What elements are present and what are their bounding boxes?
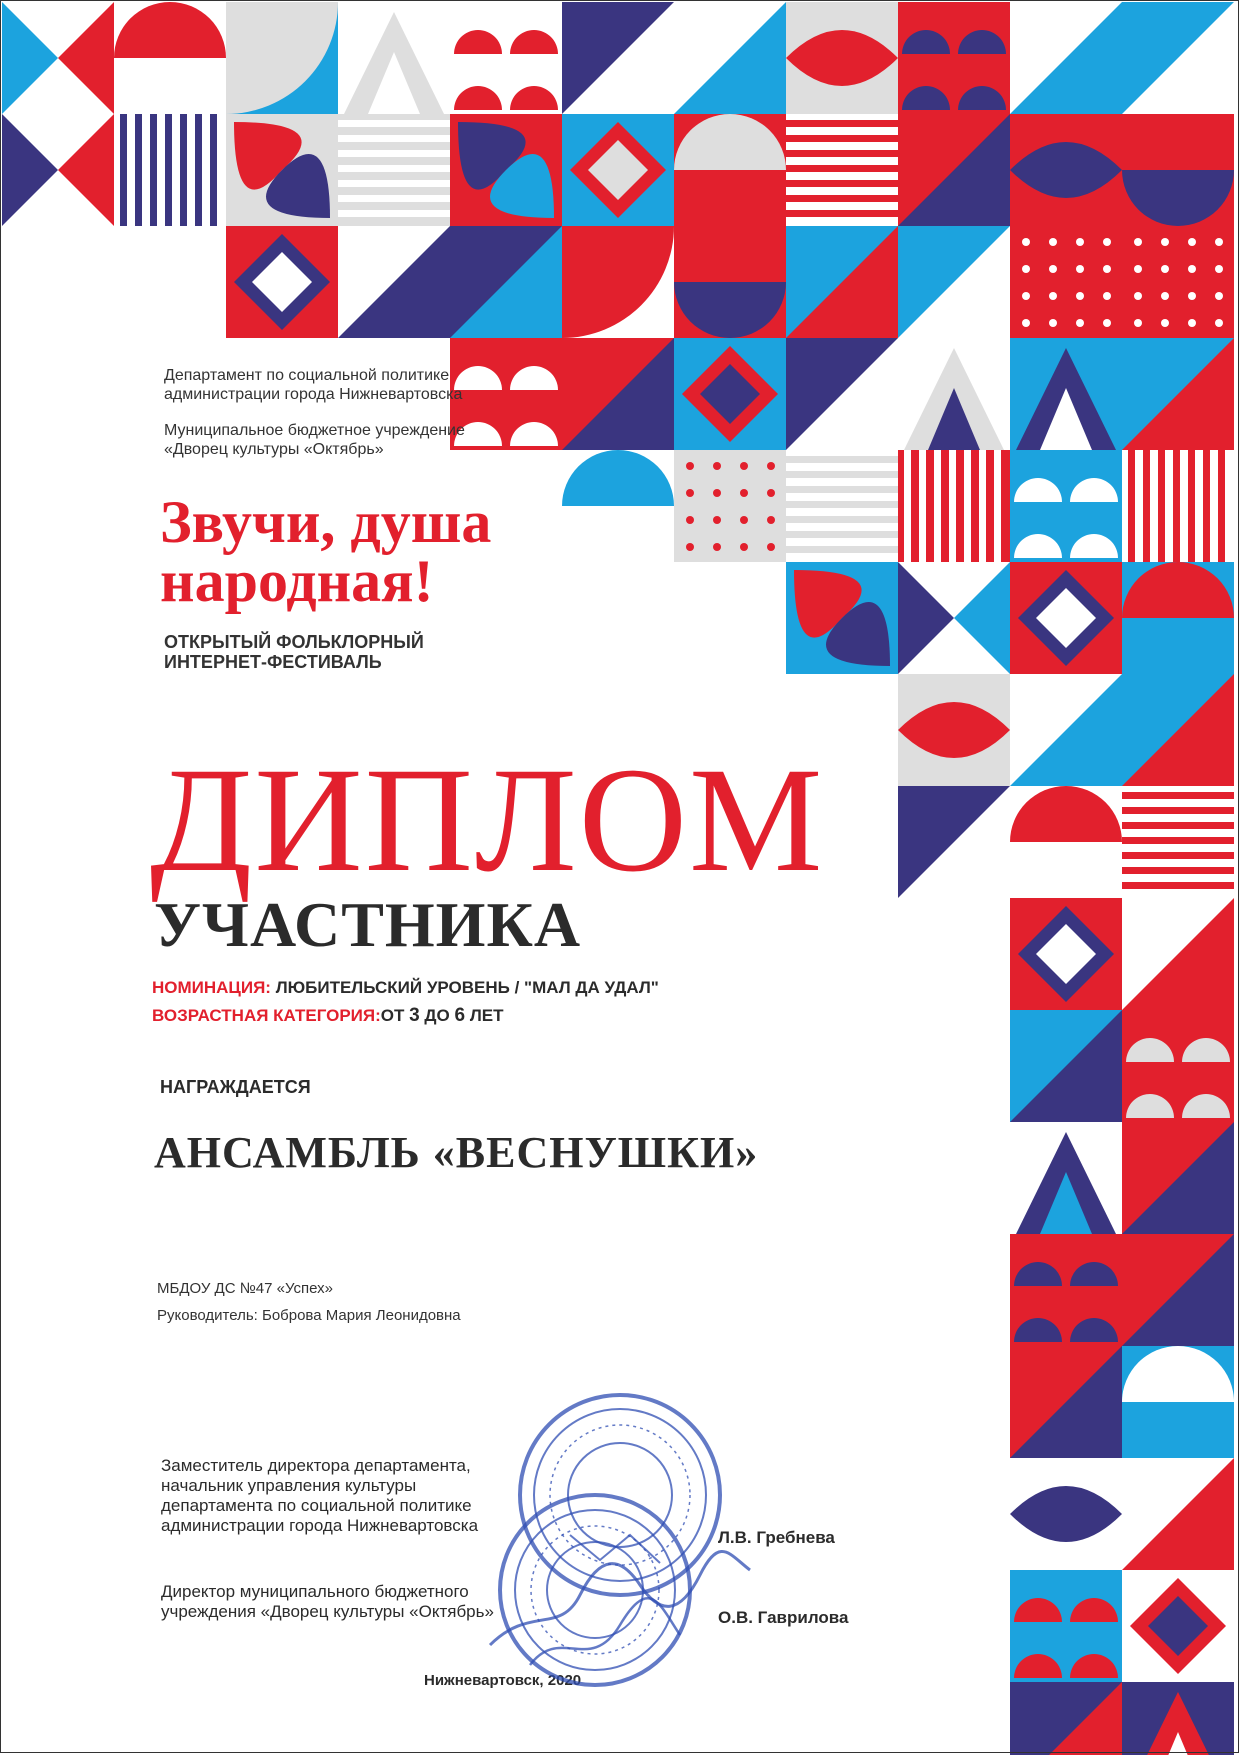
- pattern-tile: [1122, 898, 1234, 1010]
- pattern-tile: [786, 2, 898, 114]
- pattern-tile: [562, 114, 674, 226]
- pattern-tile: [1010, 114, 1122, 226]
- signatory-1-line-3: департамента по социальной политике: [161, 1496, 472, 1515]
- pattern-tile: [2, 114, 114, 226]
- pattern-tile: [898, 786, 1010, 898]
- pattern-tile: [1010, 2, 1122, 114]
- age-category-label: ВОЗРАСТНАЯ КАТЕГОРИЯ:: [152, 1006, 381, 1025]
- pattern-tile: [226, 114, 338, 226]
- pattern-tile: [1122, 2, 1234, 114]
- institution-line-2: «Дворец культуры «Октябрь»: [164, 441, 384, 458]
- pattern-tile: [1122, 1010, 1234, 1122]
- pattern-tile: [1010, 1122, 1122, 1234]
- pattern-tile: [1122, 450, 1234, 562]
- pattern-tile: [1122, 1570, 1234, 1682]
- signatory-2-line-1: Директор муниципального бюджетного: [161, 1582, 469, 1601]
- pattern-tile: [226, 2, 338, 114]
- pattern-tile: [898, 450, 1010, 562]
- pattern-tile: [450, 338, 562, 450]
- pattern-tile: [226, 226, 338, 338]
- pattern-tile: [898, 562, 1010, 674]
- signatory-1-line-2: начальник управления культуры: [161, 1476, 417, 1495]
- city-year: Нижневартовск, 2020: [424, 1672, 582, 1689]
- signatory-2-line-2: учреждения «Дворец культуры «Октябрь»: [161, 1602, 494, 1621]
- age-category-row: [152, 1005, 503, 1027]
- diploma-subtitle: УЧАСТНИКА: [154, 889, 582, 960]
- pattern-tile: [674, 338, 786, 450]
- age-to-word: ДО: [424, 1006, 450, 1025]
- pattern-tile: [1010, 1570, 1122, 1682]
- pattern-tile: [674, 114, 786, 226]
- pattern-tile: [1010, 1682, 1122, 1755]
- pattern-tile: [786, 114, 898, 226]
- pattern-tile: [1010, 674, 1122, 786]
- organization-name: МБДОУ ДС №47 «Успех»: [157, 1280, 333, 1297]
- signatory-2-name: О.В. Гаврилова: [718, 1608, 849, 1627]
- pattern-tile: [1010, 450, 1122, 562]
- pattern-tile: [1010, 786, 1122, 898]
- pattern-tile: [1010, 1458, 1122, 1570]
- festival-title: [160, 489, 720, 614]
- pattern-tile: [898, 338, 1010, 450]
- pattern-tile: [114, 2, 226, 114]
- pattern-tile: [114, 114, 226, 226]
- institution-name: [164, 421, 465, 459]
- pattern-tile: [338, 2, 450, 114]
- pattern-tile: [786, 562, 898, 674]
- pattern-tile: [1010, 1346, 1122, 1458]
- pattern-tile: [1010, 226, 1122, 338]
- pattern-tile: [898, 2, 1010, 114]
- pattern-tile: [450, 2, 562, 114]
- pattern-tile: [1010, 1010, 1122, 1122]
- pattern-tile: [1122, 1122, 1234, 1234]
- nomination-value: ЛЮБИТЕЛЬСКИЙ УРОВЕНЬ / "МАЛ ДА УДАЛ": [275, 978, 659, 997]
- pattern-tile: [562, 2, 674, 114]
- pattern-tile: [674, 2, 786, 114]
- signatory-2-position: [161, 1582, 581, 1622]
- pattern-tile: [1122, 786, 1234, 898]
- pattern-tile: [1122, 1234, 1234, 1346]
- nomination-row: [152, 977, 659, 999]
- pattern-tile: [1010, 338, 1122, 450]
- pattern-tile: [1122, 338, 1234, 450]
- pattern-tile: [1010, 1234, 1122, 1346]
- institution-line-1: Муниципальное бюджетное учреждение: [164, 422, 465, 439]
- signatory-1-line-4: администрации города Нижневартовска: [161, 1516, 479, 1535]
- pattern-tile: [562, 226, 674, 338]
- age-max: 6: [454, 1005, 466, 1026]
- awardee-name: АНСАМБЛЬ «ВЕСНУШКИ»: [154, 1128, 759, 1177]
- pattern-tile: [786, 338, 898, 450]
- pattern-tile: [562, 338, 674, 450]
- age-unit: ЛЕТ: [469, 1006, 504, 1025]
- nomination-label: НОМИНАЦИЯ:: [152, 978, 271, 997]
- pattern-tile: [450, 114, 562, 226]
- pattern-tile: [1010, 898, 1122, 1010]
- department-line-1: Департамент по социальной политике: [164, 367, 450, 384]
- pattern-tile: [898, 114, 1010, 226]
- festival-subtitle-line-1: ОТКРЫТЫЙ ФОЛЬКЛОРНЫЙ: [164, 632, 424, 652]
- pattern-tile: [1010, 562, 1122, 674]
- pattern-tile: [898, 226, 1010, 338]
- pattern-tile: [786, 226, 898, 338]
- age-from-word: ОТ: [380, 1006, 405, 1025]
- pattern-tile: [898, 674, 1010, 786]
- pattern-tile: [338, 226, 450, 338]
- pattern-tile: [450, 226, 562, 338]
- pattern-tile: [1122, 1458, 1234, 1570]
- department-name: [164, 366, 462, 404]
- festival-subtitle: [164, 632, 584, 672]
- pattern-tile: [2, 2, 114, 114]
- pattern-tile: [1122, 674, 1234, 786]
- pattern-tile: [1122, 226, 1234, 338]
- leader-name: Руководитель: Боброва Мария Леонидовна: [157, 1307, 461, 1324]
- pattern-tile: [786, 450, 898, 562]
- signatory-1-line-1: Заместитель директора департамента,: [161, 1456, 471, 1475]
- awarded-label: НАГРАЖДАЕТСЯ: [160, 1077, 311, 1097]
- pattern-tile: [674, 226, 786, 338]
- pattern-tile: [1122, 562, 1234, 674]
- pattern-tile: [1122, 1682, 1234, 1755]
- age-min: 3: [409, 1005, 420, 1026]
- festival-title-line-1: Звучи, душа: [160, 489, 492, 555]
- signatory-1-name: Л.В. Гребнева: [718, 1528, 835, 1547]
- diploma-title: ДИПЛОМ: [150, 737, 825, 903]
- department-line-2: администрации города Нижневартовска: [164, 386, 463, 403]
- pattern-tile: [1122, 1346, 1234, 1458]
- festival-title-line-2: народная!: [160, 548, 434, 614]
- festival-subtitle-line-2: ИНТЕРНЕТ-ФЕСТИВАЛЬ: [164, 652, 382, 672]
- signatory-1-position: [161, 1456, 561, 1536]
- pattern-tile: [1122, 114, 1234, 226]
- pattern-tile: [338, 114, 450, 226]
